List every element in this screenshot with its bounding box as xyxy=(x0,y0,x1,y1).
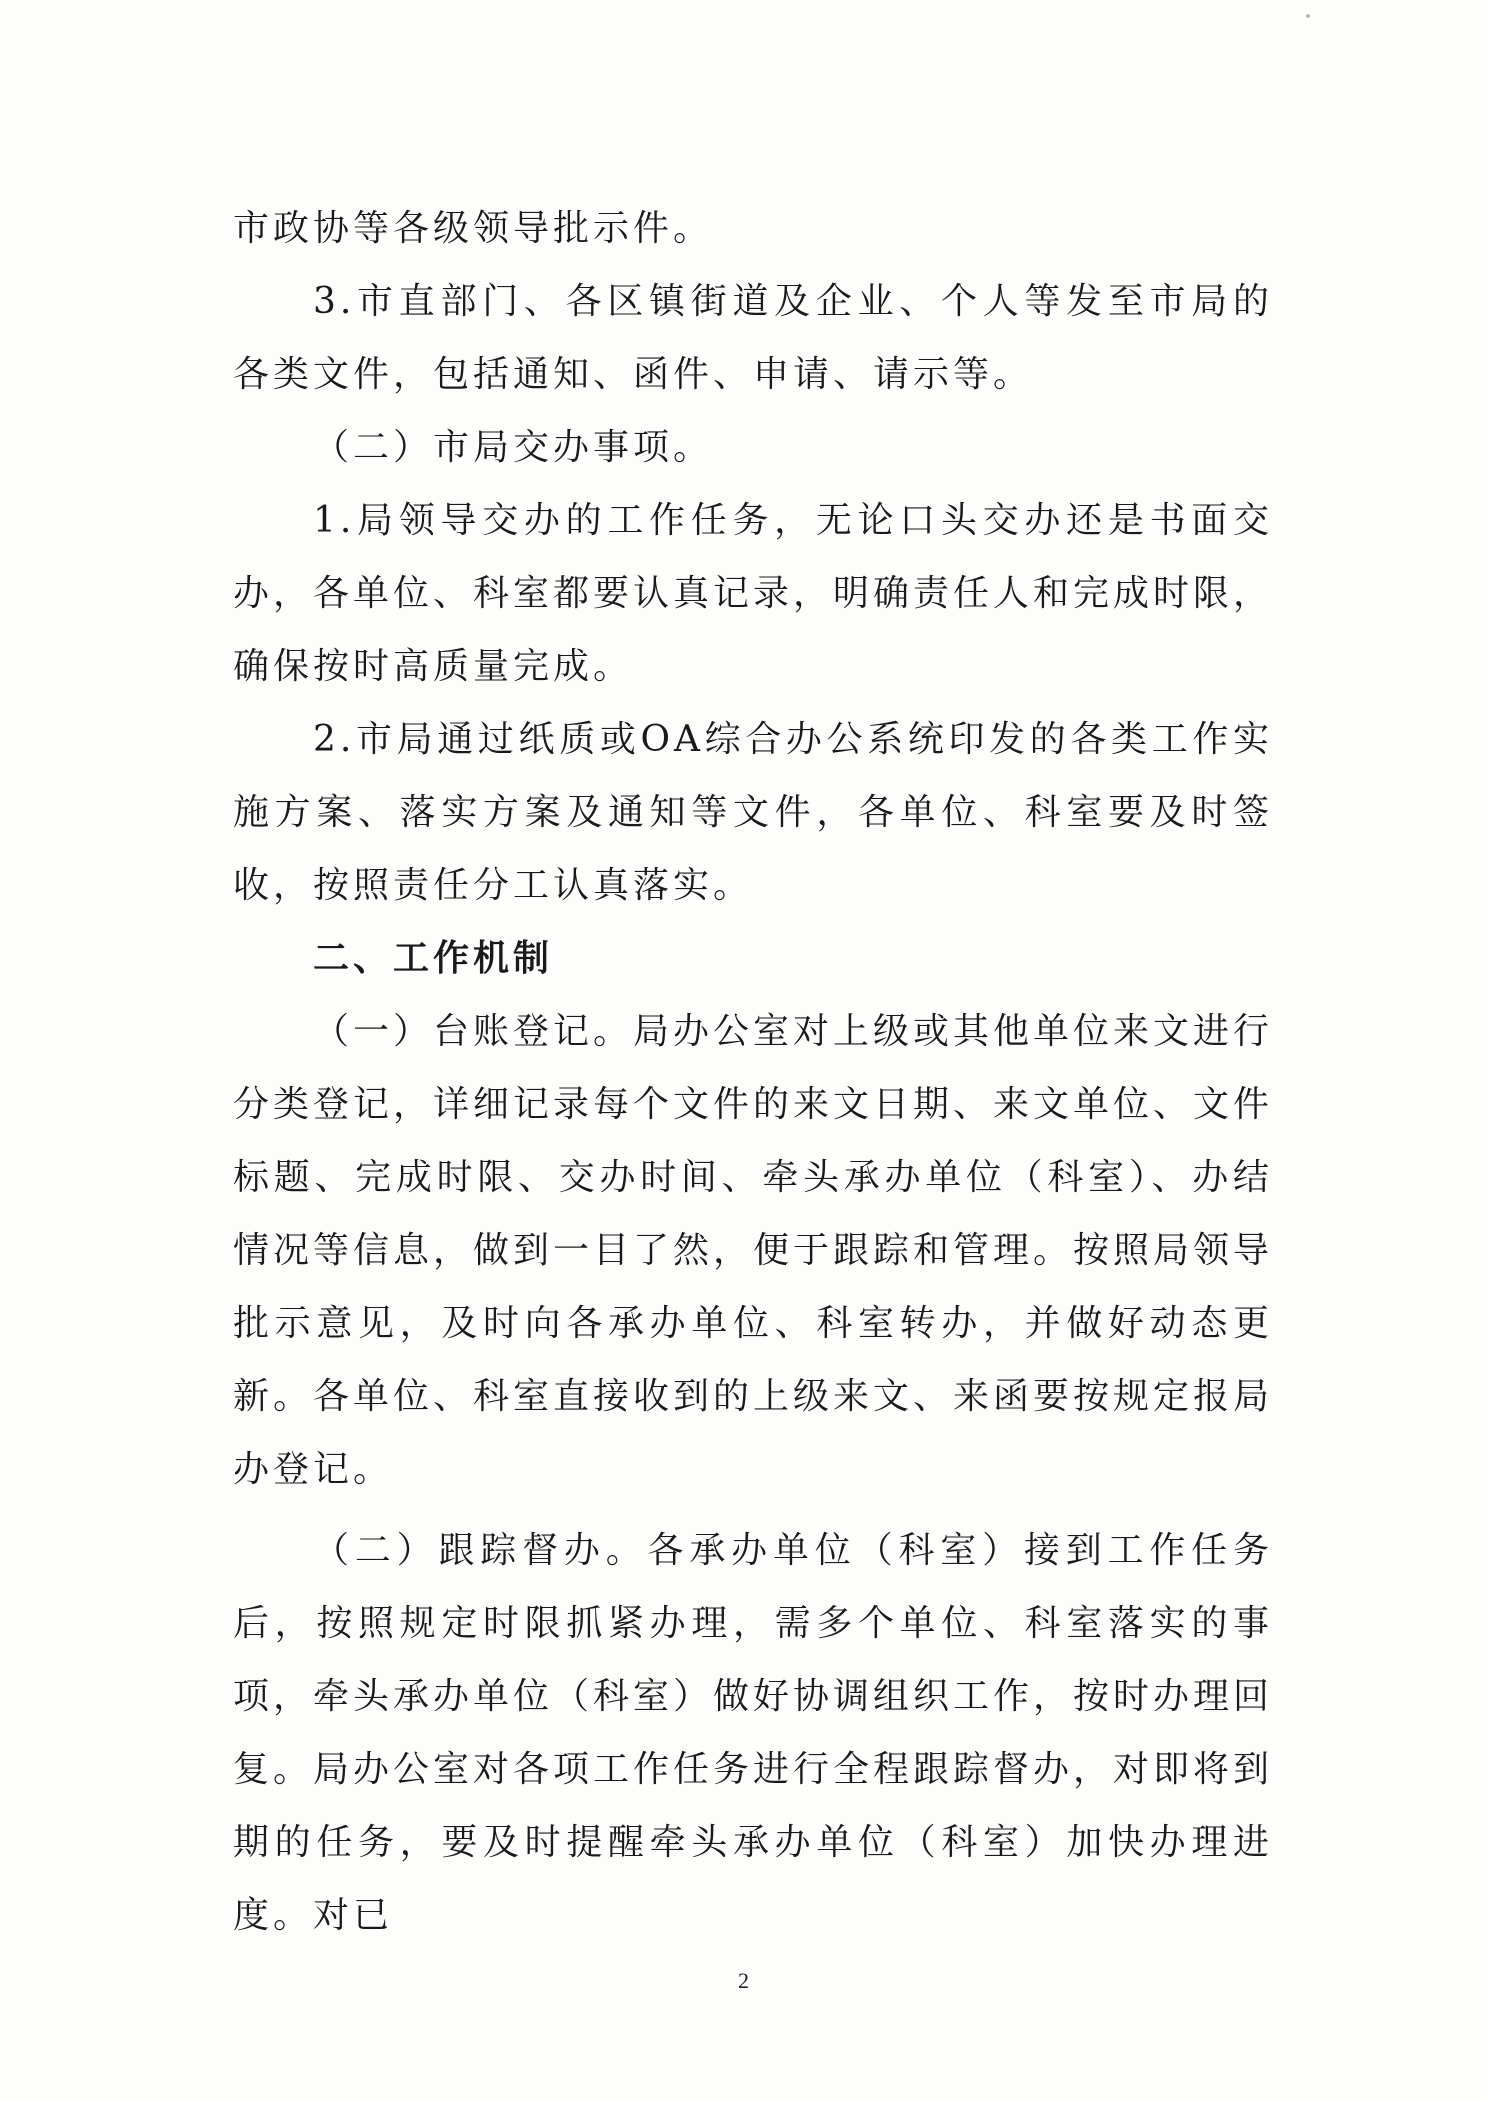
paragraph-2: 3.市直部门、各区镇街道及企业、个人等发至市局的各类文件，包括通知、函件、申请、请示等。 xyxy=(233,281,1273,395)
paragraph-8: （二）跟踪督办。各承办单位（科室）接到工作任务后，按照规定时限抓紧办理，需多个单位、科室落实的事项，牵头承办单位（科室）做好协调组织工作，按时办理回复。局办公室对各项工作任务进行全程跟踪督办，对即将到期的任务，要及时提醒牵头承办单位（科室）加快办理进度。对已 xyxy=(233,1530,1274,1936)
body-text xyxy=(233,192,1273,1952)
scan-speck xyxy=(1306,14,1310,18)
paragraph-5: 2.市局通过纸质或OA综合办公系统印发的各类工作实施方案、落实方案及通知等文件，各单位、科室要及时签收，按照责任分工认真落实。 xyxy=(233,719,1273,906)
page-number: 2 xyxy=(738,1968,749,1993)
paragraph-7: （一）台账登记。局办公室对上级或其他单位来文进行分类登记，详细记录每个文件的来文日期、来文单位、文件标题、完成时限、交办时间、牵头承办单位（科室）、办结情况等信息，做到一目了然，便于跟踪和管理。按照局领导批示意见，及时向各承办单位、科室转办，并做好动态更新。各单位、科室直接收到的上级来文、来函要按规定报局办登记。 xyxy=(233,1011,1274,1490)
section-heading: 二、工作机制 xyxy=(313,938,554,979)
paragraph-1: 市政协等各级领导批示件。 xyxy=(233,208,714,249)
paragraph-4: 1.局领导交办的工作任务，无论口头交办还是书面交办，各单位、科室都要认真记录，明确责任人和完成时限，确保按时高质量完成。 xyxy=(233,500,1274,687)
paragraph-3: （二）市局交办事项。 xyxy=(313,427,714,468)
